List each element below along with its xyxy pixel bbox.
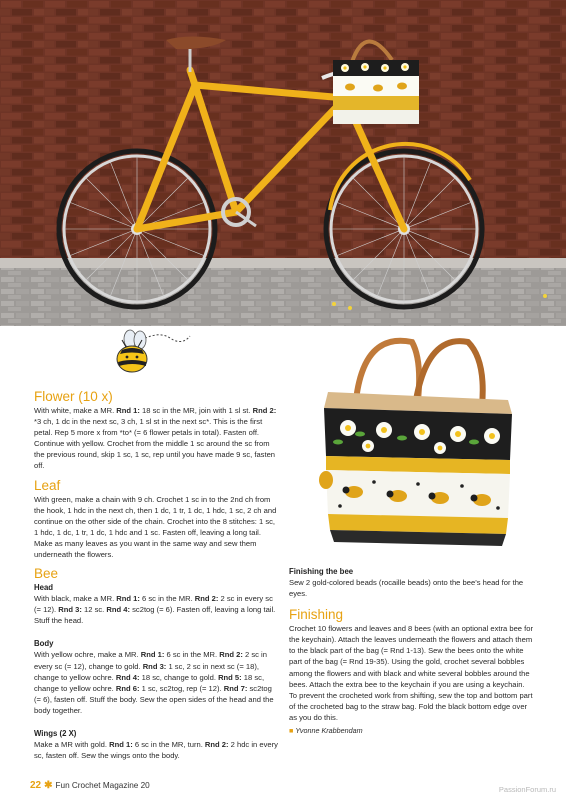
page-number: 22 (30, 780, 42, 791)
instructions-right-column (289, 566, 533, 736)
round-label: Rnd 3: (142, 661, 167, 671)
instruction-text: *3 ch, 1 dc in the next sc, 3 ch, 1 sl st in the next sc*. This is the first petal. Rep 5 more x from *to* (= 6 flower petals in total). Fasten off. Continue with yellow. Crochet from the middle 1 sc around the sc from the previous round, skip 1 sc, 1 sc, rep until you have made 9 sc, fasten off. (34, 417, 276, 471)
instruction-text: sc2tog (= 6), fasten off. Stuff the body. Sew the open sides of the head and the body together. (34, 683, 274, 715)
finishing-bee-instructions (289, 577, 533, 599)
instructions-left-column (34, 385, 278, 761)
finishing-section-title: Finishing (289, 607, 344, 623)
leaf-section-title: Leaf (34, 477, 61, 493)
instruction-text: With green, make a chain with 9 ch. Crochet 1 sc in to the 2nd ch from the hook, 1 hdc in the next ch, then 1 dc, 1 tr, 1 dc, 1 hdc, 1 sc, 2 ch and continue on the other side of the chain. Crochet into the 8 stitches: 1 sc, 1 hdc, 1 dc, 1 tr, 1 dc, 1 hdc and 1 sc. Fasten off, leaving a long tail. Make as many leaves as you want in the same way and sew them underneath the flowers. (34, 494, 277, 560)
instruction-text: 2 hdc in every sc, fasten off. Sew the wings onto the body. (34, 739, 278, 761)
crochet-bag-photo (318, 330, 518, 554)
instruction-text: 18 sc in the MR, join with 1 sl st. (139, 406, 253, 415)
magazine-name: Fun Crochet Magazine 20 (55, 781, 150, 790)
round-label: Rnd 2: (204, 739, 229, 749)
round-label: Rnd 2: (194, 594, 219, 604)
round-label: Rnd 7: (223, 683, 248, 693)
author-credit (289, 725, 533, 736)
bee-head-title: Head (34, 583, 54, 593)
round-label: Rnd 5: (218, 672, 242, 682)
bee-head-instructions (34, 593, 278, 626)
star-icon: ✱ (44, 780, 53, 791)
round-label: Rnd 1: (116, 406, 140, 415)
round-label: Rnd 4: (115, 672, 140, 682)
finishing-instructions (289, 623, 533, 723)
round-label: Rnd 3: (58, 605, 82, 615)
round-label: Rnd 4: (106, 605, 131, 615)
author-name: Yvonne Krabbendam (295, 726, 363, 736)
round-label: Rnd 6: (115, 683, 140, 693)
watermark: PassionForum.ru (498, 785, 556, 794)
instruction-text: With black, make a MR. (34, 594, 117, 604)
instruction-text: Crochet 10 flowers and leaves and 8 bees (with an optional extra bee for the keychain). Attach the leaves underneath the flowers and attach them to the black part of the bag (= Rnd 1-13). Sew the bees onto the white part of the bag (= Rnd 19-35). Using the gold, crochet several bobbles among the flowers and with black and white several bobbles around the bees. Attach the extra bee to the keychain if you are using a keychain. To prevent the crocheted work from shifting, sew the top and bottom part of the crocheted bag to the straw bag. Fold the black bottom edge over as you do this. (289, 624, 533, 722)
round-label: Rnd 1: (109, 739, 133, 749)
instruction-text: 2 sc in every sc (= 12). (34, 594, 273, 615)
author-mark-icon: ■ (289, 726, 294, 736)
bee-body-title: Body (34, 639, 54, 649)
flower-instructions (34, 405, 278, 472)
leaf-instructions (34, 494, 278, 561)
finishing-bee-title: Finishing the bee (289, 567, 354, 576)
instruction-text: 6 sc in the MR, turn. (132, 739, 205, 749)
instruction-text: 1 sc, sc2tog, rep (= 12). (139, 683, 224, 693)
instruction-text: Sew 2 gold-colored beads (rocaille beads) onto the bee’s head for the eyes. (289, 578, 524, 599)
instruction-text: 2 sc in every sc (= 12), change to gold. (34, 650, 267, 671)
round-label: Rnd 1: (140, 650, 165, 660)
instruction-text: 6 sc in the MR. (139, 594, 195, 604)
bee-body-instructions (34, 649, 278, 716)
bee-wings-title: Wings (2 X) (34, 728, 77, 738)
round-label: Rnd 2: (219, 650, 243, 660)
instruction-text: sc2tog (= 6). Fasten off, leaving a long tail. Stuff the head. (34, 605, 276, 626)
instruction-text: 18 sc, change to gold. (139, 672, 219, 682)
hero-bicycle-photo (0, 0, 566, 326)
round-label: Rnd 1: (116, 594, 140, 604)
flower-section-title: Flower (10 x) (34, 389, 113, 404)
instruction-text: 6 sc in the MR. (164, 650, 220, 660)
instruction-text: With white, make a MR. (34, 406, 117, 415)
page-footer (30, 780, 150, 791)
bee-section-title: Bee (34, 566, 59, 582)
instruction-text: 1 sc, 2 sc in next sc (= 18), change to yellow ochre. (34, 661, 259, 682)
bee-wings-instructions (34, 739, 278, 761)
instruction-text: 18 sc, change to yellow ochre. (34, 672, 265, 693)
round-label: Rnd 2: (252, 406, 277, 415)
instruction-text: 12 sc. (81, 605, 107, 615)
instruction-text: With yellow ochre, make a MR. (34, 650, 141, 660)
bee-illustration-icon (108, 326, 192, 378)
instruction-text: Make a MR with gold. (34, 739, 110, 749)
